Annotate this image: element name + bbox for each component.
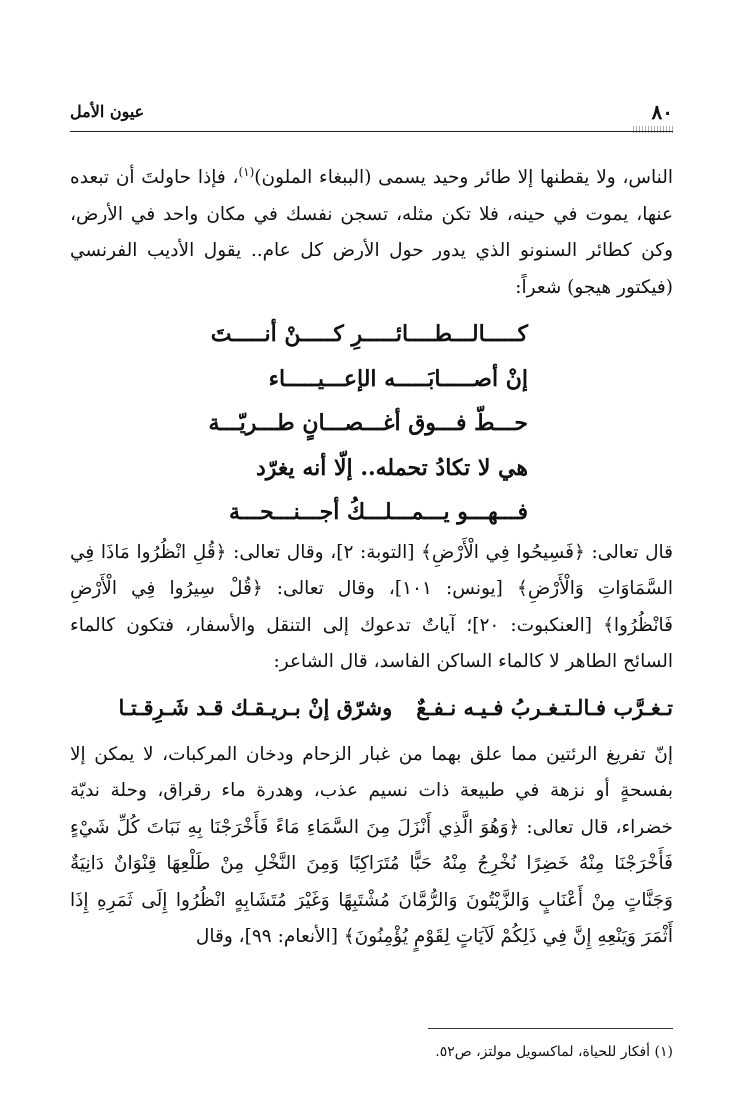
paragraph-intro-start: الناس، ولا يقطنها إلا طائر وحيد يسمى (الببغاء الملون) xyxy=(254,167,673,188)
paragraph-intro xyxy=(70,160,673,306)
verse-second-hemistich: وشرّق إنْ بـريـقـك قـد شَـرِقـتـا xyxy=(118,694,393,720)
paragraph-nature: إنّ تفريغ الرئتين مما علق بهما من غبار الزحام ودخان المركبات، لا يمكن إلا بفسحةٍ أو نزهة في طبيعة ذات نسيم عذب، وهدرة ماء رقراق، وحلة نديّة خضراء، قال تعالى: ﴿وَهُوَ الَّذِي أَنْزَلَ مِنَ السَّمَاءِ مَاءً فَأَخْرَجْنَا بِهِ نَبَاتَ كُلِّ شَيْءٍ فَأَخْرَجْنَا مِنْهُ خَضِرًا نُخْرِجُ مِنْهُ حَبًّا مُتَرَاكِبًا وَمِنَ النَّخْلِ مِنْ طَلْعِهَا قِنْوَانٌ دَانِيَةٌ وَجَنَّاتٍ مِنْ أَعْنَابٍ وَالزَّيْتُونَ وَالرُّمَّانَ مُشْتَبِهًا وَغَيْرَ مُتَشَابِهٍ انْظُرُوا إِلَى ثَمَرِهِ إِذَا أَثْمَرَ وَيَنْعِهِ إِنَّ فِي ذَلِكُمْ لَآيَاتٍ لِقَوْمٍ يُؤْمِنُونَ﴾ [الأنعام: ٩٩]، وقال xyxy=(70,743,673,947)
page-header xyxy=(70,100,673,130)
paragraph-intro-end: ، فإذا حاولتَ أن تبعده عنها، يموت في حينه، فلا تكن مثله، تسجن نفسك في مكان واحد في الأرض، وكن كطائر السنونو الذي يدور حول الأرض كل عام.. يقول الأديب الفرنسي (فيكتور هيجو) شعراً: xyxy=(70,167,673,298)
poem-line: فـــهـــو يـــمـــلـــكُ أجـــنـــحـــة xyxy=(228,499,528,525)
poem-line: إنْ أصـــــابَـــــه الإعـــيـــــاء xyxy=(268,365,528,392)
footnote-reference: (١) xyxy=(238,164,255,179)
footnote: (١) أفكار للحياة، لماكسويل مولتز، ص٥٢. xyxy=(435,1044,673,1060)
header-divider xyxy=(70,131,673,132)
poem xyxy=(70,312,673,535)
verse-first-hemistich: تـغـرَّب فـالـتـغـربُ فـيـه نـفـعٌ xyxy=(416,694,673,720)
paragraph-quran-verses: قال تعالى: ﴿فَسِيحُوا فِي الْأَرْضِ﴾ [التوبة: ٢]، وقال تعالى: ﴿قُلِ انْظُرُوا مَاذَا فِي السَّمَاوَاتِ وَالْأَرْضِ﴾ [يونس: ١٠١]، وقال تعالى: ﴿قُلْ سِيرُوا فِي الْأَرْضِ فَانْظُرُوا﴾ [العنكبوت: ٢٠]؛ آياتٌ تدعوك إلى التنقل والأسفار، فتكون كالماء السائح الطاهر لا كالماء الساكن الفاسد، قال الشاعر: xyxy=(70,541,674,672)
poem-line: كـــــالـــطــــائـــــرِ كـــــنْ أنـــــتَ xyxy=(210,321,528,347)
page-body xyxy=(70,160,673,956)
poetry-verse xyxy=(70,687,673,729)
running-title: عيون الأمل xyxy=(70,102,145,121)
poem-line: هي لا تكادُ تحمله.. إلّا أنه يغرّد xyxy=(255,454,528,481)
footnote-divider xyxy=(428,1028,673,1029)
page-number: ٨٠ xyxy=(651,100,673,124)
poem-line: حـــطّ فـــوق أغـــصـــانٍ طـــريّـــة xyxy=(208,410,528,436)
